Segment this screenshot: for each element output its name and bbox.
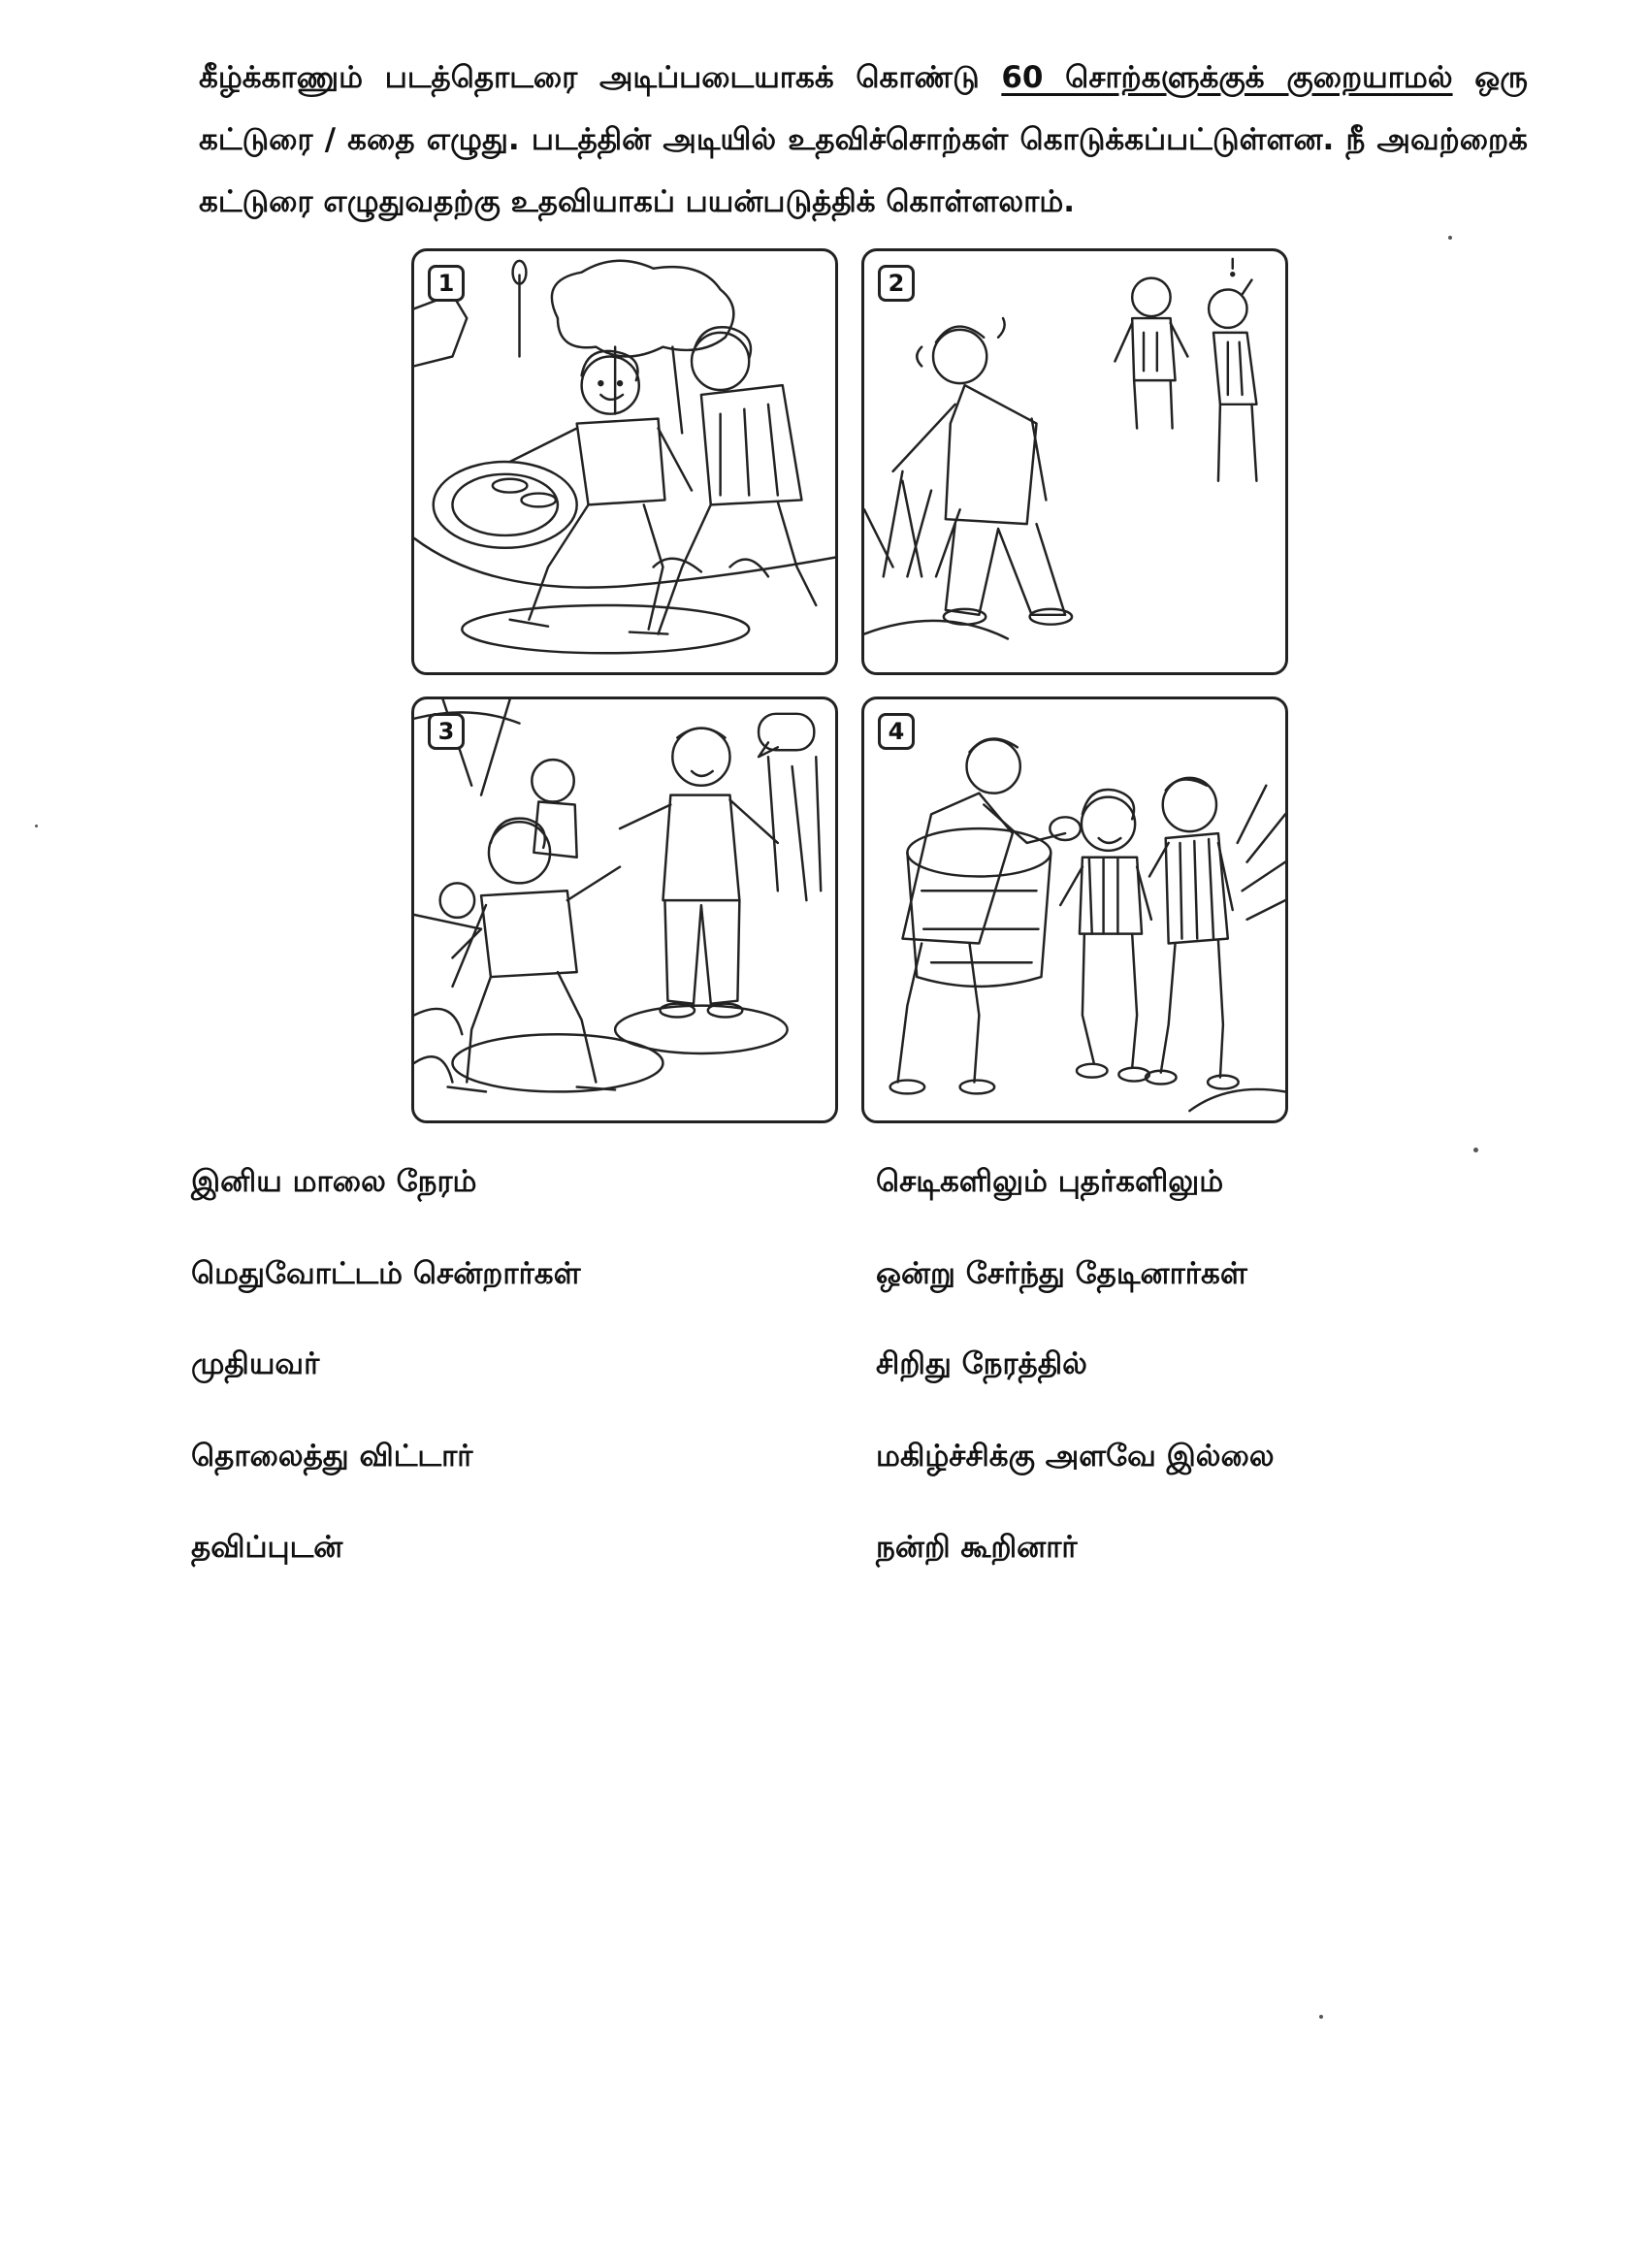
panel-number-2: 2 (878, 265, 915, 302)
picture-panel-3 (411, 697, 838, 1123)
helper-word-left-2: மெதுவோட்டம் சென்றார்கள் (191, 1256, 581, 1291)
helper-word-left-5: தவிப்புடன் (191, 1530, 343, 1565)
instruction-text-1: கீழ்க்காணும் படத்தொடரை அடிப்படையாகக் கொண்டு (199, 60, 1002, 95)
panel-number-3: 3 (428, 713, 465, 750)
thanking-woman-illustration (864, 699, 1285, 1120)
jogging-boys-illustration (414, 251, 835, 672)
scan-speck (1473, 1148, 1478, 1152)
instruction-text-2: ஒரு கட்டுரை / கதை எழுது. படத்தின் அடியில் உதவிச்சொற்கள் கொடுக்கப்பட்டுள்ளன. நீ அவற்றைக் கட்டுரை எழுதுவதற்கு உதவியாகப் பயன்படுத்திக் கொள்ளலாம். (199, 60, 1529, 219)
searching-woman-illustration (864, 251, 1285, 672)
helper-word-left-1: இனிய மாலை நேரம் (191, 1164, 477, 1199)
panel-number-1: 1 (428, 265, 465, 302)
talking-man-illustration (414, 699, 835, 1120)
helper-word-right-3: சிறிது நேரத்தில் (876, 1346, 1087, 1381)
helper-word-left-3: முதியவர் (191, 1346, 320, 1381)
picture-panel-1 (411, 248, 838, 675)
scan-speck (1448, 236, 1452, 240)
helper-word-right-1: செடிகளிலும் புதர்களிலும் (876, 1164, 1224, 1199)
helper-word-left-4: தொலைத்து விட்டார் (191, 1439, 473, 1474)
helper-word-right-2: ஒன்று சேர்ந்து தேடினார்கள் (876, 1256, 1247, 1291)
picture-panel-4 (861, 697, 1288, 1123)
helper-word-right-5: நன்றி கூறினார் (876, 1530, 1078, 1565)
panel-number-4: 4 (878, 713, 915, 750)
instruction-paragraph (199, 47, 1528, 233)
scan-speck (35, 825, 38, 827)
helper-word-right-4: மகிழ்ச்சிக்கு அளவே இல்லை (876, 1439, 1275, 1474)
instruction-word-limit: 60 சொற்களுக்குக் குறையாமல் (1001, 60, 1453, 95)
picture-panel-2 (861, 248, 1288, 675)
scan-speck (1319, 2015, 1323, 2019)
